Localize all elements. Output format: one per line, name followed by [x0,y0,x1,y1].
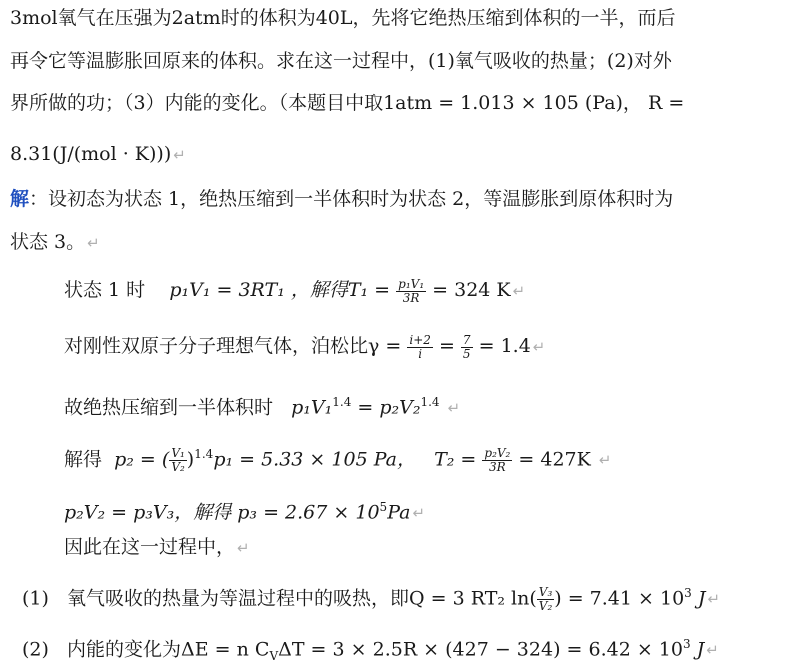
answer-2-line: (2) 内能的变化为ΔE = n $C_V\Delta T = 3 \times 2.5R \times (427 - 324) = 6.42 \times 10^3$ J ↵ [22,637,719,664]
problem-line-3: 界所做的功；（3）内能的变化。（本题目中取1atm = 1.013 × 105 (Pa)， R = [10,92,685,114]
solution-label: 解 [10,188,30,210]
paragraph-mark: ↵ [173,146,186,164]
gamma-fraction-1: $\frac{i+2}{i}$ [409,332,431,361]
p2-fraction: $\frac{\text{V₁}}{\text{V₂}}$ [171,445,185,474]
problem-line-2: 再令它等温膨胀回原来的体积。求在这一过程中，(1)氧气吸收的热量；(2)对外 [10,50,672,72]
t2-fraction: $\frac{\text{p₂V₂}}{3R}$ [484,445,511,474]
p2-t2-line: 解得 p₂ = ( $\frac{\text{V₁}}{\text{V₂}}$ )$^{1.4}$p₁ = 5.33 × 105 Pa， T₂ = $\frac{\text{p₂V₂}}{3R}$ = 427K ↵ [64,445,612,474]
gamma-line: 对刚性双原子分子理想气体，泊松比γ = $\frac{i+2}{i}$ = $\frac{7}{5}$ = 1.4 ↵ [64,332,546,361]
q1-fraction: $\frac{\text{V₃}}{\text{V₂}}$ [538,584,553,613]
adiabatic-line: 故绝热压缩到一半体积时 p₁V₁$^{1.4}$ = p₂V₂$^{1.4}$ ↵ [64,395,461,419]
problem-line-1: 3mol氧气在压强为2atm时的体积为40L，先将它绝热压缩到体积的一半，而后 [10,7,676,29]
solution-intro-2: 状态 3。 ↵ [10,231,100,253]
answer-1-line: (1) 氧气吸收的热量为等温过程中的吸热，即Q = 3 RT₂ ln( $\frac{\text{V₃}}{\text{V₂}}$ ) = $7.41 \times 10^3$ J ↵ [22,584,721,613]
p3-line: p₂V₂ = p₃V₃，解得 $p_3 = 2.67 \times 10^5Pa$ ↵ [64,500,426,524]
solution-intro-1: 解：设初态为状态 1，绝热压缩到一半体积时为状态 2，等温膨胀到原体积时为 [10,188,674,210]
problem-line-4: 8.31(J/(mol · K))) ↵ [10,143,186,165]
state1-line: 状态 1 时 p₁V₁ = 3RT₁ ，解得T₁ = $\frac{\text{p₁V₁}}{3R}$ = 324 K ↵ [64,276,526,305]
gamma-fraction-2: $\frac{7}{5}$ [462,332,471,361]
state1-fraction: $\frac{\text{p₁V₁}}{3R}$ [398,276,425,305]
therefore-line: 因此在这一过程中， ↵ [64,536,250,558]
